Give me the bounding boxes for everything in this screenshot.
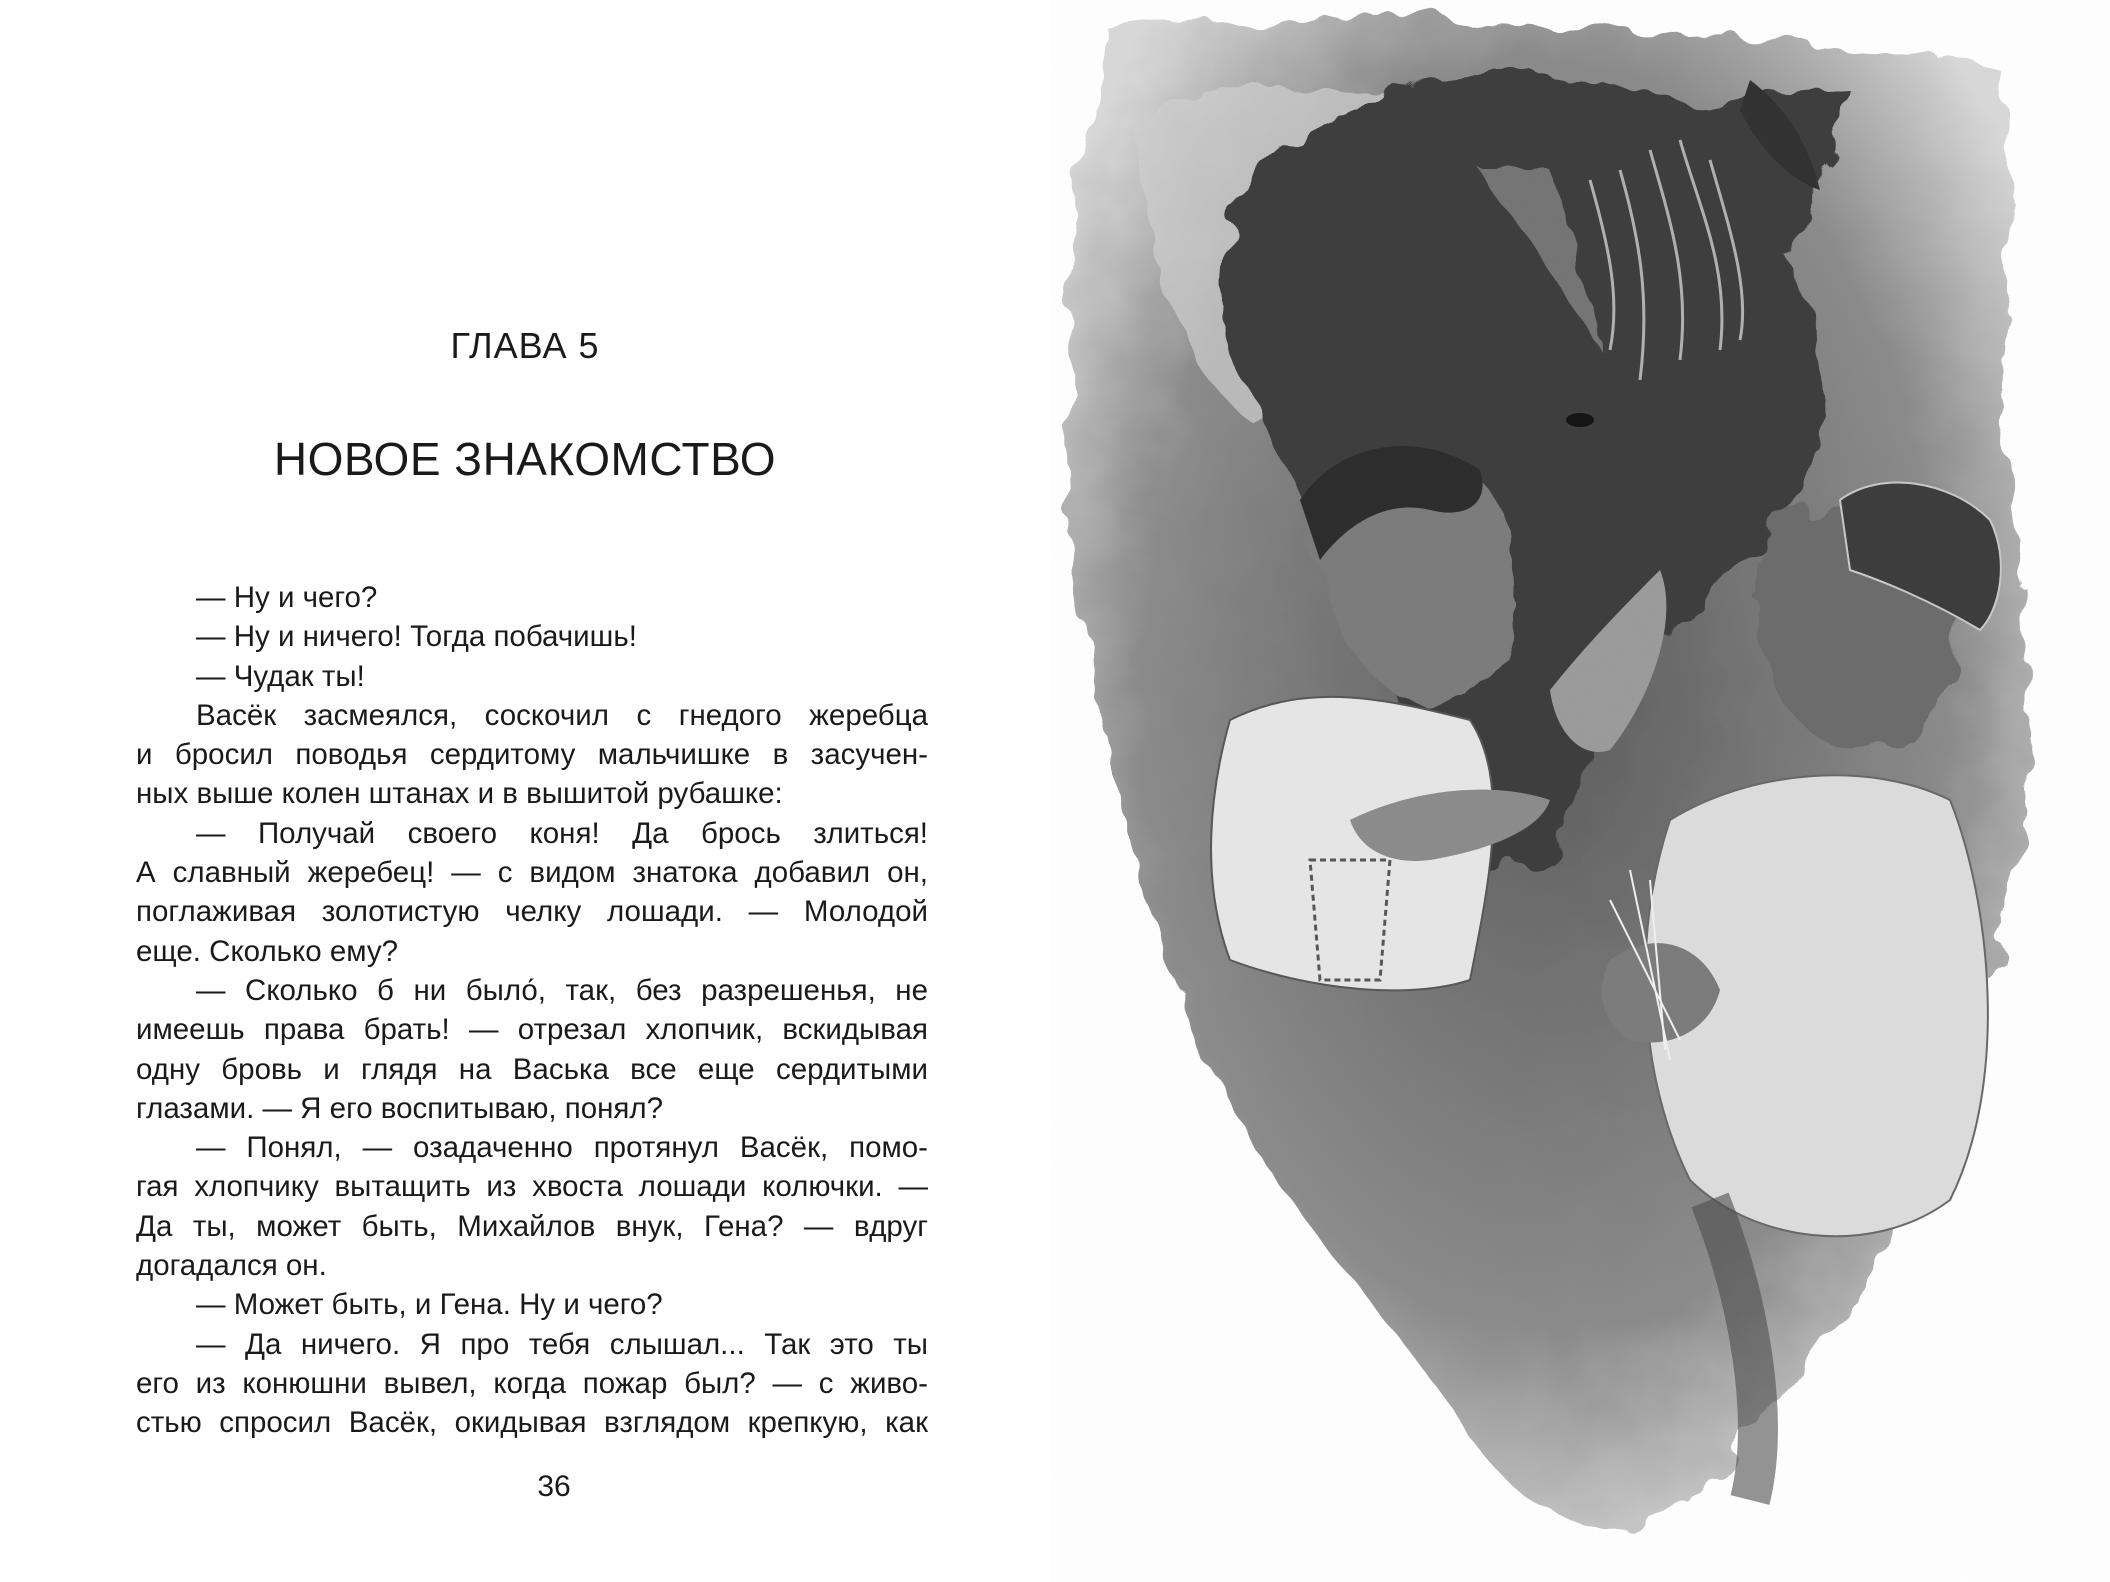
text-line: одну бровь и глядя на Васька все еще сердитыми	[136, 1052, 928, 1086]
text-line: Да ты, может быть, Михайлов внук, Гена? — вдруг	[136, 1209, 928, 1243]
text-line: — Да ничего. Я про тебя слышал... Так это ты	[196, 1327, 928, 1361]
text-line: стью спросил Васёк, окидывая взглядом крепкую, как	[136, 1406, 928, 1440]
chapter-title: НОВОЕ ЗНАКОМСТВО	[273, 433, 777, 485]
text-line: имеешь права брать! — отрезал хлопчик, вскидывая	[136, 1013, 928, 1047]
text-line: — Сколько б ни было́, так, без разрешенья, не	[196, 973, 928, 1007]
text-line: — Может быть, и Гена. Ну и чего?	[196, 1288, 663, 1322]
left-page	[0, 0, 1050, 1582]
chapter-body-text	[136, 578, 928, 1443]
chapter-illustration	[1050, 0, 2110, 1582]
text-line: и бросил поводья сердитому мальчишке в засучен-	[136, 738, 928, 772]
chapter-label: ГЛАВА 5	[450, 325, 600, 366]
text-line: его из конюшни вывел, когда пожар был? — с живо-	[136, 1366, 928, 1400]
page-number: 36	[537, 1470, 571, 1503]
text-line: ных выше колен штанах и в вышитой рубашке:	[136, 777, 783, 811]
text-line: догадался он.	[136, 1249, 327, 1283]
text-line: гая хлопчику вытащить из хвоста лошади колючки. —	[136, 1170, 928, 1204]
paper-grain	[1050, 0, 2110, 1582]
text-line: глазами. — Я его воспитываю, понял?	[136, 1091, 663, 1125]
text-line: поглаживая золотистую челку лошади. — Молодой	[136, 895, 928, 929]
text-line: — Понял, — озадаченно протянул Васёк, помо-	[196, 1131, 928, 1165]
text-line: еще. Сколько ему?	[136, 934, 399, 968]
text-line: — Чудак ты!	[196, 659, 365, 693]
text-line: А славный жеребец! — с видом знатока добавил он,	[136, 856, 928, 890]
text-line: — Ну и чего?	[196, 581, 378, 614]
text-line: — Ну и ничего! Тогда побачишь!	[196, 620, 637, 654]
text-line: — Получай своего коня! Да брось злиться!	[196, 816, 928, 850]
illustration-svg	[1050, 0, 2110, 1582]
text-line: Васёк засмеялся, соскочил с гнедого жеребца	[196, 698, 928, 732]
